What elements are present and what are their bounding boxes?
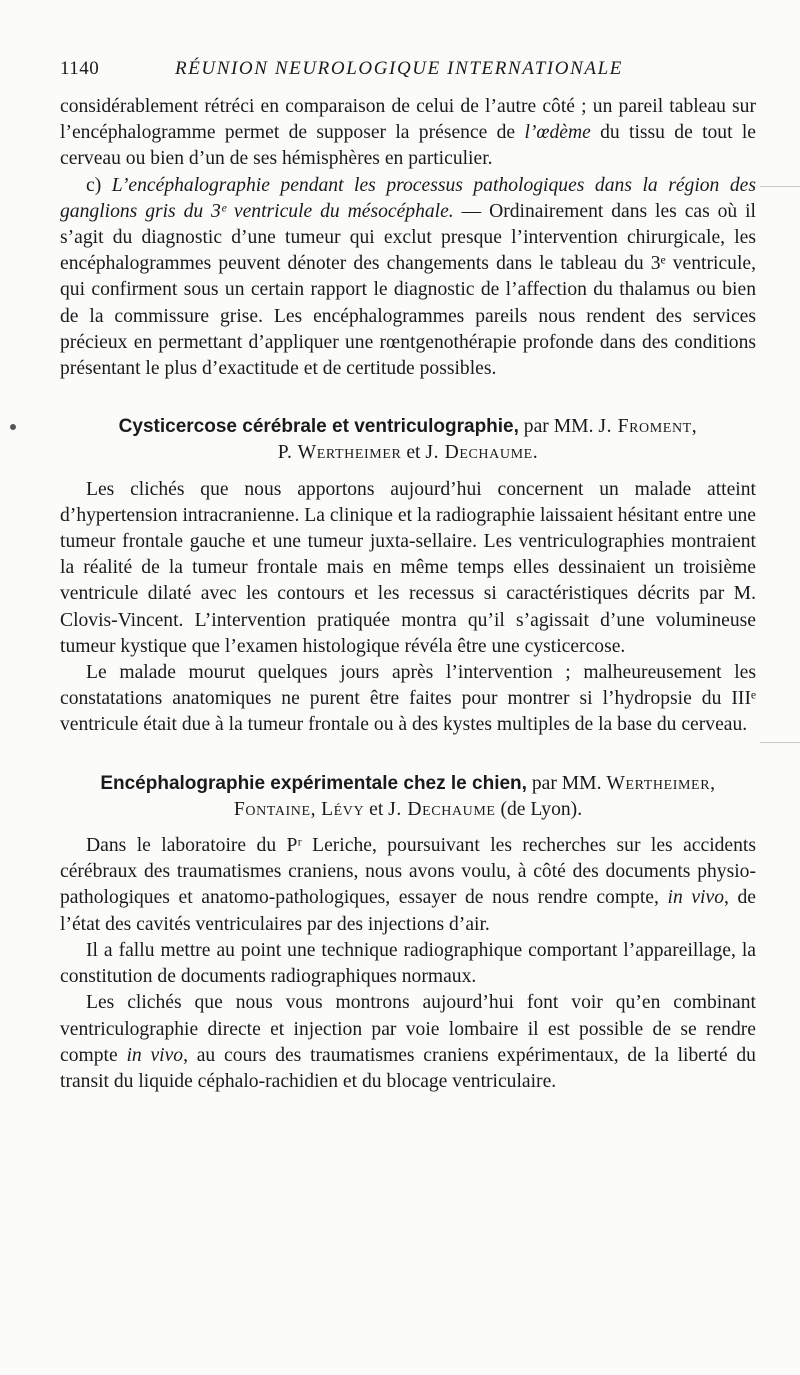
margin-dot-mark xyxy=(10,424,16,430)
intro-paragraph: considérablement rétréci en comparaison de celui de l’autre côté ; un pareil tableau sur l’encéphalogramme permet de supposer la présence de l’œdème du tissu de tout le cerveau ou bien d’un de ses hémisphères en particulier. xyxy=(60,96,756,170)
author: P. Wertheimer xyxy=(277,442,402,464)
article-heading: Encéphalographie expérimentale chez le chien, par MM. Wertheimer, Fontaine, Lévy et J. Dechaume (de Lyon). xyxy=(100,772,716,820)
author: J. Froment, xyxy=(598,416,698,438)
italic-term: l’œdème xyxy=(524,122,591,144)
author: Fontaine, xyxy=(233,798,317,820)
edge-scan-line xyxy=(760,186,800,187)
italic-term: in vivo xyxy=(667,887,724,909)
body-text xyxy=(60,94,756,382)
section-c-title: L’encéphalographie pendant les processus pathologiques dans la région des ganglions gris du 3ᵉ ventricule du mésocéphale. xyxy=(60,174,756,222)
running-title: RÉUNION NEUROLOGIQUE INTERNATIONALE xyxy=(175,58,623,79)
author: Wertheimer, xyxy=(606,772,716,794)
page-number: 1140 xyxy=(60,58,100,79)
author: Lévy xyxy=(321,798,365,820)
section-c-paragraph: c) L’encéphalographie pendant les processus pathologiques dans la région des ganglions gris du 3ᵉ ventricule du mésocéphale. — Ordinairement dans les cas où il s’agit du diagnostic d’une tumeur qui exclut presque l’intervention chirurgicale, les encéphalogrammes peuvent dénoter des changements dans le tableau du 3ᵉ ventricule, qui confirment sous un certain rapport le diagnostic de l’affection du thalamus ou bien de la commissure grise. Les encéphalogrammes pareils nous rendent des services précieux en permettant d’appliquer une rœntgenothérapie profonde dans des conditions présentant le plus d’exactitude et de certitude possibles. xyxy=(60,174,756,380)
italic-term: in vivo xyxy=(126,1044,184,1066)
article-paragraph: Dans le laboratoire du Pʳ Leriche, poursuivant les recherches sur les accidents cérébraux des traumatismes craniens, nous avons voulu, à côté des documents physio-pathologiques et anatomo-pathologiques, essayer de nous rendre compte, in vivo, de l’état des cavités ventriculaires par des injections d’air. xyxy=(60,835,756,935)
article-cysticercose xyxy=(60,414,756,738)
author: J. Dechaume xyxy=(388,798,496,820)
article-encephalographie xyxy=(60,771,756,1095)
article-paragraph: Le malade mourut quelques jours après l’intervention ; malheureusement les constatations anatomiques ne purent être faites pour montrer si l’hydropsie du IIIᵉ ventricule était due à la tumeur frontale ou à des kystes multiples de la base du cerveau. xyxy=(60,662,756,736)
article-heading: Cysticercose cérébrale et ventriculographie, par MM. J. Froment, P. Wertheimer et J. Dechaume. xyxy=(118,416,698,464)
running-head xyxy=(60,52,756,82)
author: J. Dechaume. xyxy=(425,442,539,464)
article-title: Cysticercose cérébrale et ventriculographie, xyxy=(118,416,519,438)
article-paragraph: Les clichés que nous apportons aujourd’hui concernent un malade atteint d’hypertension intracranienne. La clinique et la radiographie laissaient hésitant entre une tumeur frontale gauche et une tumeur juxta-sellaire. Les ventriculographies montraient la réalité de la tumeur frontale mais en même temps elles dessinaient un troisième ventricule dilaté avec les contours et les recessus si caractéristiques décrits par M. Clovis-Vincent. L’intervention pratiquée montra qu’il s’agissait d’une volumineuse tumeur kystique que l’examen histologique révéla être une cysticercose. xyxy=(60,478,756,657)
article-paragraph: Il a fallu mettre au point une technique radiographique comportant l’appareillage, la constitution de documents radiographiques normaux. xyxy=(60,939,756,988)
article-paragraph: Les clichés que nous vous montrons aujourd’hui font voir qu’en combinant ventriculographie directe et injection par voie lombaire il est possible de se rendre compte in vivo, au cours des traumatismes craniens expérimentaux, de la liberté du transit du liquide céphalo-rachidien et du blocage ventriculaire. xyxy=(60,992,756,1092)
article-title: Encéphalographie expérimentale chez le chien, xyxy=(100,772,527,794)
edge-scan-line xyxy=(760,742,800,743)
section-c-label: c) xyxy=(86,174,112,196)
